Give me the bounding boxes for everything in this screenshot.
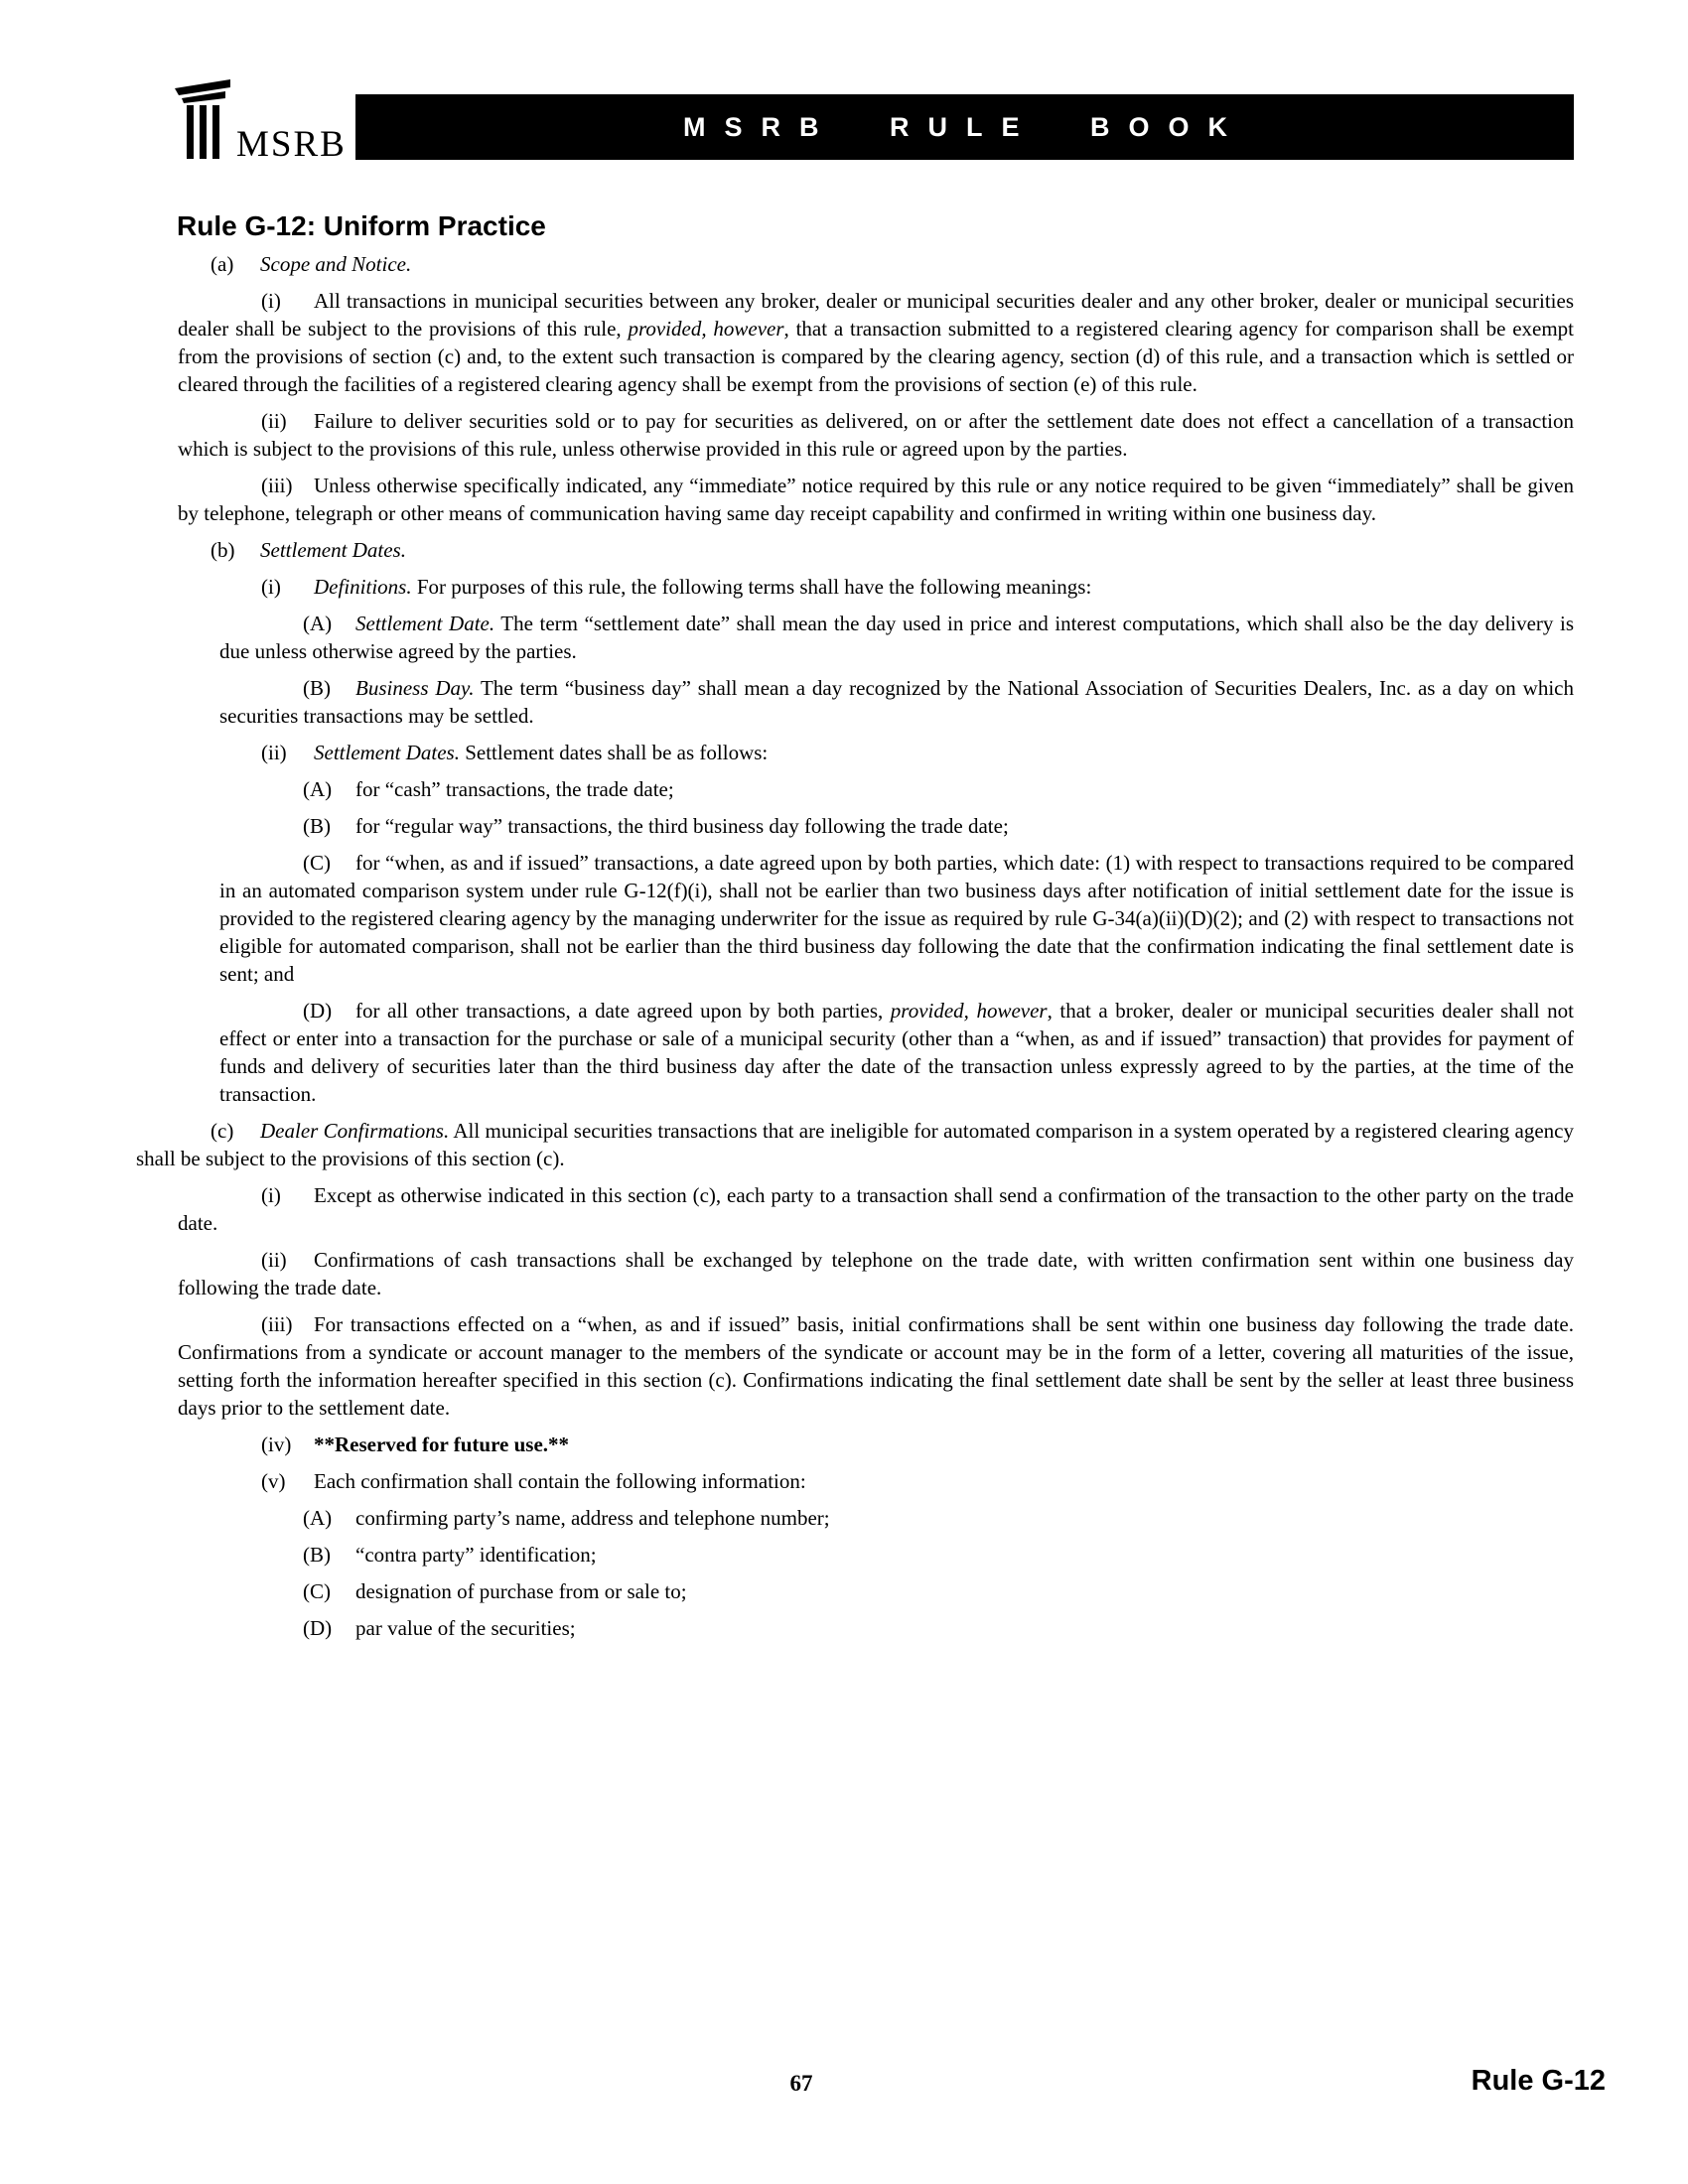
paragraph-label: (D): [303, 999, 333, 1023]
paragraph-text: Settlement Dates.: [314, 741, 460, 764]
footer-rule-label: Rule G-12: [1471, 2065, 1606, 2097]
paragraph-label: (iii): [261, 1312, 293, 1336]
paragraph-a-iii: [178, 472, 1574, 527]
paragraph-label: (ii): [261, 741, 287, 764]
paragraph-b-ii: [178, 739, 1574, 766]
paragraph-text: , that a transaction submitted to a registered clearing agency for comparison shall be exempt from the provisions of section (c) and, to the extent such transaction is compared by the clearing agency, section (d) of this rule, and a transaction which is settled or cleared through the facilities of a registered clearing agency shall be exempt from the provisions of section (e) of this rule.: [178, 317, 1574, 396]
paragraph-text: The term “settlement date” shall mean the day used in price and interest computations, which shall also be the day delivery is due unless otherwise agreed by the parties.: [219, 612, 1574, 663]
logo-text: MSRB: [236, 124, 347, 165]
paragraph-label: (ii): [261, 1248, 287, 1272]
paragraph-text: Failure to deliver securities sold or to pay for securities as delivered, on or after the settlement date does not effect a cancellation of a transaction which is subject to the provisions of this rule, unless otherwise provided in this rule or agreed upon by the parties.: [178, 409, 1574, 461]
paragraph-label: (i): [261, 289, 281, 313]
paragraph-label: (i): [261, 575, 281, 599]
msrb-logo: [175, 77, 347, 165]
paragraph-label: (B): [303, 814, 331, 838]
paragraph-label: (a): [211, 252, 234, 276]
page-number: 67: [789, 2071, 813, 2096]
paragraph-c-v-B: [219, 1541, 1574, 1569]
paragraph-text: Business Day.: [355, 676, 475, 700]
paragraph-text: Except as otherwise indicated in this section (c), each party to a transaction shall send a confirmation of the transaction to the other party on the trade date.: [178, 1183, 1574, 1235]
paragraph-text: Each confirmation shall contain the following information:: [314, 1469, 806, 1493]
rule-text-body: [136, 250, 1574, 1651]
paragraph-a-ii: [178, 407, 1574, 463]
paragraph-text: Unless otherwise specifically indicated, any “immediate” notice required by this rule or any notice required to be given “immediately” shall be given by telephone, telegraph or other means of communication having same day receipt capability and confirmed in writing within one business day.: [178, 474, 1574, 525]
paragraph-text: provided, however: [628, 317, 784, 341]
paragraph-c-iii: [178, 1310, 1574, 1422]
paragraph-c: [136, 1117, 1574, 1172]
paragraph-text: for “regular way” transactions, the third business day following the trade date;: [355, 814, 1009, 838]
paragraph-c-v-C: [219, 1577, 1574, 1605]
paragraph-text: for all other transactions, a date agreed upon by both parties,: [355, 999, 891, 1023]
paragraph-label: (B): [303, 1543, 331, 1567]
paragraph-text: For purposes of this rule, the following terms shall have the following meanings:: [411, 575, 1092, 599]
paragraph-text: **Reserved for future use.**: [314, 1433, 570, 1456]
paragraph-label: (B): [303, 676, 331, 700]
paragraph-b: [136, 536, 1574, 564]
paragraph-c-ii: [178, 1246, 1574, 1301]
paragraph-text: provided, however: [890, 999, 1048, 1023]
paragraph-text: par value of the securities;: [355, 1616, 576, 1640]
paragraph-label: (c): [211, 1119, 234, 1143]
paragraph-label: (iii): [261, 474, 293, 497]
paragraph-c-i: [178, 1181, 1574, 1237]
paragraph-label: (i): [261, 1183, 281, 1207]
paragraph-c-v-A: [219, 1504, 1574, 1532]
paragraph-text: for “cash” transactions, the trade date;: [355, 777, 674, 801]
paragraph-text: “contra party” identification;: [355, 1543, 597, 1567]
paragraph-label: (A): [303, 1506, 333, 1530]
paragraph-text: designation of purchase from or sale to;: [355, 1579, 687, 1603]
paragraph-text: Confirmations of cash transactions shall be exchanged by telephone on the trade date, with written confirmation sent within one business day following the trade date.: [178, 1248, 1574, 1299]
paragraph-text: Dealer Confirmations.: [260, 1119, 450, 1143]
paragraph-b-i-B: [219, 674, 1574, 730]
paragraph-a: [136, 250, 1574, 278]
paragraph-text: All municipal securities transactions that are ineligible for automated comparison in a system operated by a registered clearing agency shall be subject to the provisions of this section (c).: [136, 1119, 1574, 1170]
paragraph-c-v: [178, 1467, 1574, 1495]
paragraph-label: (ii): [261, 409, 287, 433]
banner-title: MSRB RULE BOOK: [683, 111, 1246, 142]
paragraph-label: (v): [261, 1469, 286, 1493]
page-title: Rule G-12: Uniform Practice: [177, 210, 546, 241]
paragraph-text: for “when, as and if issued” transactions, a date agreed upon by both parties, which date: (1) with respect to transactions required to be compared in an automated comparison system under rule G-12(f)(i), shall not be earlier than two business days after notification of initial settlement date for the issue is provided to the registered clearing agency by the managing underwriter for the issue as required by rule G-34(a)(ii)(D)(2); and (2) with respect to transactions not eligible for automated comparison, shall not be earlier than the third business day following the date that the confirmation indicating the final settlement date is sent; and: [219, 851, 1574, 986]
paragraph-b-i: [178, 573, 1574, 601]
paragraph-text: , that a broker, dealer or municipal securities dealer shall not effect or enter into a transaction for the purchase or sale of a municipal security (other than a “when, as and if issued” transaction) that provides for payment of funds and delivery of securities later than the third business day after the date of the transaction unless expressly agreed to by the parties, at the time of the transaction.: [219, 999, 1574, 1106]
paragraph-text: The term “business day” shall mean a day recognized by the National Association of Securities Dealers, Inc. as a day on which securities transactions may be settled.: [219, 676, 1574, 728]
paragraph-text: Settlement Date.: [355, 612, 495, 635]
paragraph-label: (C): [303, 851, 331, 875]
paragraph-b-i-A: [219, 610, 1574, 665]
paragraph-label: (D): [303, 1616, 333, 1640]
paragraph-label: (A): [303, 612, 333, 635]
paragraph-b-ii-A: [219, 775, 1574, 803]
paragraph-b-ii-B: [219, 812, 1574, 840]
paragraph-text: Definitions.: [314, 575, 412, 599]
paragraph-c-iv: [178, 1431, 1574, 1458]
paragraph-text: For transactions effected on a “when, as and if issued” basis, initial confirmations shall be sent within one business day following the trade date. Confirmations from a syndicate or account manager to the members of the syndicate or account may be in the form of a letter, covering all maturities of the issue, setting forth the information hereafter specified in this section (c). Confirmations indicating the final settlement date shall be sent by the seller at least three business days prior to the settlement date.: [178, 1312, 1574, 1420]
paragraph-c-v-D: [219, 1614, 1574, 1642]
paragraph-text: Settlement Dates.: [260, 538, 406, 562]
paragraph-text: Scope and Notice.: [260, 252, 412, 276]
paragraph-b-ii-C: [219, 849, 1574, 988]
paragraph-text: Settlement dates shall be as follows:: [459, 741, 769, 764]
paragraph-text: All transactions in municipal securities between any broker, dealer or municipal securities dealer and any other broker, dealer or municipal securities dealer shall be subject to the provisions of this rule,: [178, 289, 1574, 341]
paragraph-label: (iv): [261, 1433, 292, 1456]
column-icon: [175, 77, 234, 161]
paragraph-b-ii-D: [219, 997, 1574, 1108]
rulebook-banner: [355, 94, 1574, 160]
paragraph-label: (b): [211, 538, 235, 562]
paragraph-a-i: [178, 287, 1574, 398]
paragraph-text: confirming party’s name, address and telephone number;: [355, 1506, 830, 1530]
paragraph-label: (C): [303, 1579, 331, 1603]
paragraph-label: (A): [303, 777, 333, 801]
